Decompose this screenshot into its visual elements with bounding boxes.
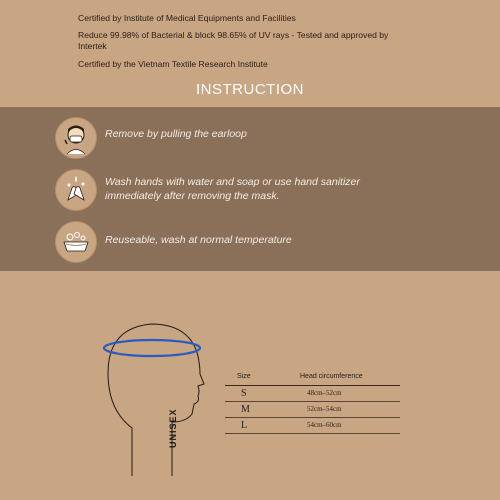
circumference-column-header: Head circumference	[300, 373, 363, 380]
size-value: S	[241, 388, 247, 399]
step-text: Remove by pulling the earloop	[105, 128, 247, 140]
table-row	[225, 418, 400, 434]
certification-text: Certified by Institute of Medical Equipments and Facilities	[78, 13, 296, 23]
table-row	[225, 402, 400, 418]
table-header	[225, 371, 400, 386]
instruction-step	[0, 219, 500, 269]
hand-wash-icon	[55, 169, 97, 211]
size-column-header: Size	[237, 373, 251, 380]
certification-text: Reduce 99.98% of Bacterial & block 98.65% of UV rays - Tested and approved by Intertek	[78, 30, 389, 51]
head-silhouette-icon	[94, 318, 209, 488]
certification-text: Certified by the Vietnam Textile Research Institute	[78, 59, 268, 69]
circumference-value: 52cm–54cm	[307, 405, 342, 413]
circumference-value: 54cm–60cm	[307, 421, 342, 429]
unisex-label: UNISEX	[168, 408, 178, 448]
size-value: L	[241, 420, 248, 431]
step-text: Wash hands with water and soap or use hand sanitizer immediately after removing the mask.	[105, 176, 360, 202]
instruction-title: INSTRUCTION	[196, 81, 304, 98]
instruction-step	[0, 113, 500, 163]
size-value: M	[241, 404, 250, 415]
size-chart-table	[225, 371, 400, 434]
wash-basin-icon	[55, 221, 97, 263]
circumference-value: 48cm–52cm	[307, 389, 342, 397]
instruction-step	[0, 166, 500, 216]
face-mask-icon	[55, 117, 97, 159]
step-text: Reuseable, wash at normal temperature	[105, 234, 292, 246]
table-row	[225, 386, 400, 402]
